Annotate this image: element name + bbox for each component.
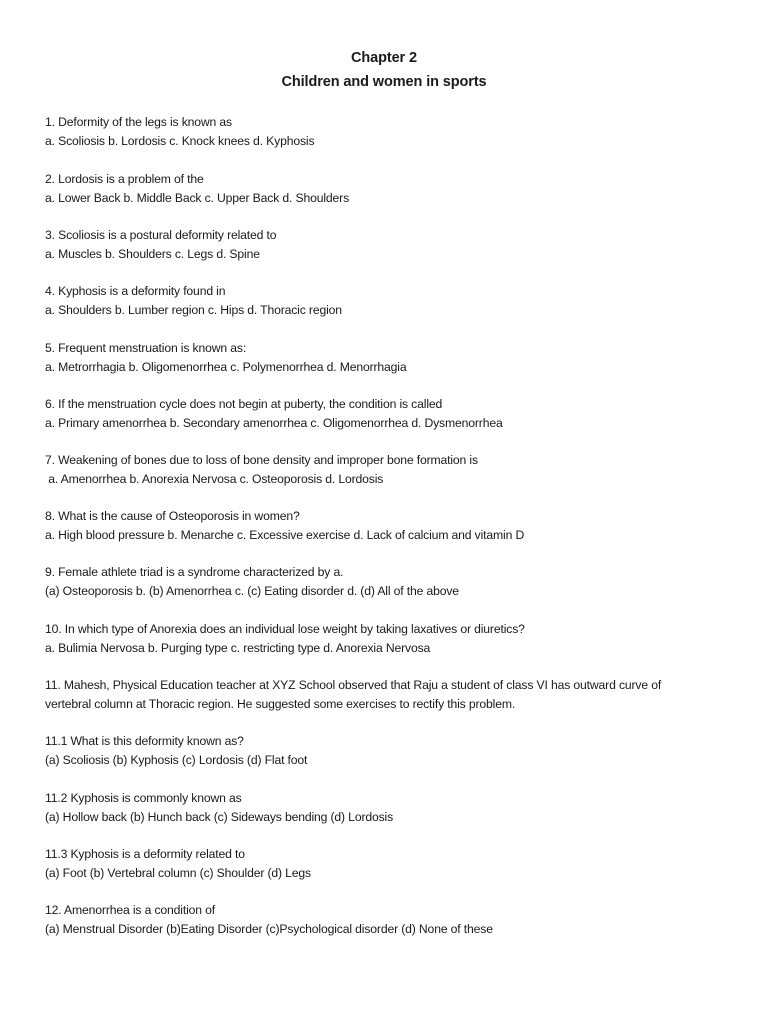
answer-options: a. Amenorrhea b. Anorexia Nervosa c. Osteoporosis d. Lordosis [45, 471, 384, 486]
question-block-8 [45, 507, 735, 544]
question-text: 8. What is the cause of Osteoporosis in women? [45, 509, 300, 523]
answer-options: (a) Osteoporosis b. (b) Amenorrhea c. (c) Eating disorder d. (d) All of the above [45, 583, 459, 598]
question-block-10 [45, 620, 735, 657]
question-block-6 [45, 395, 735, 432]
answer-options: a. Muscles b. Shoulders c. Legs d. Spine [45, 246, 260, 261]
answer-options: (a) Menstrual Disorder (b)Eating Disorder (c)Psychological disorder (d) None of these [45, 921, 493, 936]
question-text: 4. Kyphosis is a deformity found in [45, 284, 226, 298]
question-block-11-2 [45, 789, 735, 826]
answer-options: a. Shoulders b. Lumber region c. Hips d. Thoracic region [45, 302, 342, 317]
question-text: 12. Amenorrhea is a condition of [45, 903, 215, 917]
question-block-4 [45, 282, 735, 319]
answer-options: a. Lower Back b. Middle Back c. Upper Back d. Shoulders [45, 190, 350, 205]
answer-options: a. Scoliosis b. Lordosis c. Knock knees d. Kyphosis [45, 133, 315, 148]
answer-options: (a) Foot (b) Vertebral column (c) Shoulder (d) Legs [45, 865, 312, 880]
question-block-7 [45, 451, 735, 488]
answer-options: a. High blood pressure b. Menarche c. Excessive exercise d. Lack of calcium and vitamin D [45, 527, 525, 542]
case-study-text-line-1: 11. Mahesh, Physical Education teacher at XYZ School observed that Raju a student of class VI has outward curve of [45, 678, 662, 692]
answer-options: (a) Scoliosis (b) Kyphosis (c) Lordosis (d) Flat foot [45, 752, 308, 767]
question-text: 3. Scoliosis is a postural deformity related to [45, 228, 277, 242]
question-block-11-3 [45, 845, 735, 882]
question-block-11-1 [45, 732, 735, 769]
question-text: 11.1 What is this deformity known as? [45, 734, 244, 748]
question-text: 11.3 Kyphosis is a deformity related to [45, 847, 245, 861]
question-block-9 [45, 563, 735, 600]
answer-options: a. Metrorrhagia b. Oligomenorrhea c. Polymenorrhea d. Menorrhagia [45, 359, 407, 374]
question-block-1 [45, 113, 735, 150]
question-block-12 [45, 901, 735, 938]
chapter-subtitle: Children and women in sports [281, 74, 487, 90]
answer-options: (a) Hollow back (b) Hunch back (c) Sideways bending (d) Lordosis [45, 809, 394, 824]
question-block-5 [45, 339, 735, 376]
question-text: 1. Deformity of the legs is known as [45, 115, 232, 129]
answer-options: a. Bulimia Nervosa b. Purging type c. restricting type d. Anorexia Nervosa [45, 640, 431, 655]
question-text: 7. Weakening of bones due to loss of bone density and improper bone formation is [45, 453, 478, 467]
answer-options: a. Primary amenorrhea b. Secondary amenorrhea c. Oligomenorrhea d. Dysmenorrhea [45, 415, 503, 430]
question-text: 6. If the menstruation cycle does not begin at puberty, the condition is called [45, 397, 443, 411]
question-block-3 [45, 226, 735, 263]
question-text: 2. Lordosis is a problem of the [45, 172, 204, 186]
question-block-11-case-study [45, 676, 735, 713]
question-text: 9. Female athlete triad is a syndrome characterized by a. [45, 565, 344, 579]
question-text: 5. Frequent menstruation is known as: [45, 341, 247, 355]
question-text: 11.2 Kyphosis is commonly known as [45, 791, 242, 805]
question-text: 10. In which type of Anorexia does an individual lose weight by taking laxatives or diuretics? [45, 622, 525, 636]
chapter-title: Chapter 2 [351, 50, 417, 66]
case-study-text-line-2: vertebral column at Thoracic region. He suggested some exercises to rectify this problem. [45, 696, 516, 711]
question-block-2 [45, 170, 735, 207]
